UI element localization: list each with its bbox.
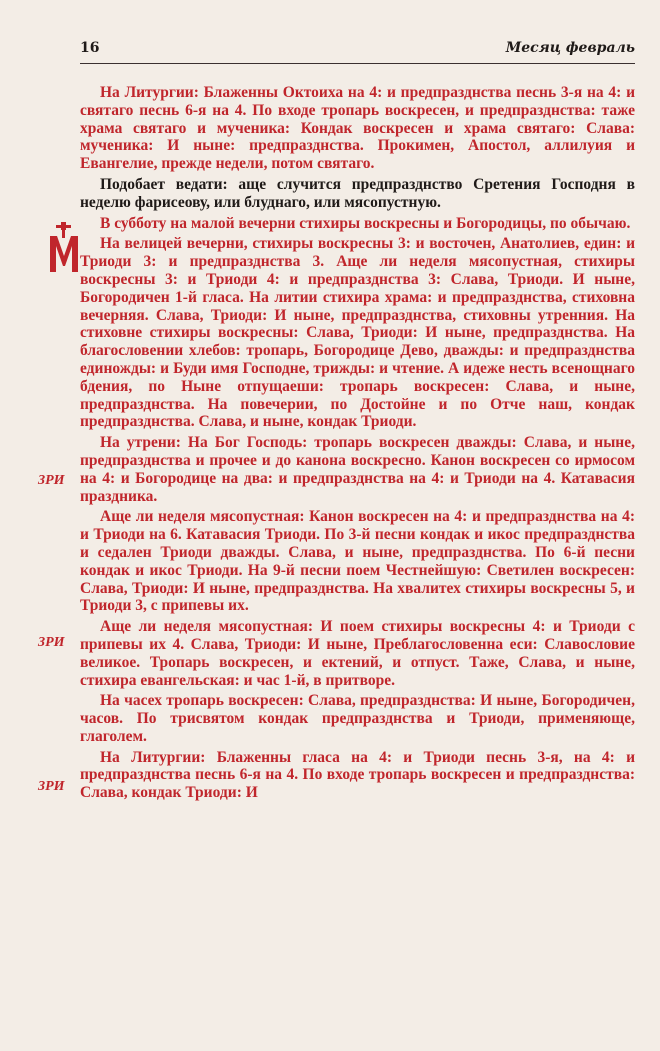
body-text: [80, 84, 635, 805]
paragraph-small-vespers: В субботу на малой вечерни стихиры воскресны и Богородицы, по обычаю.: [100, 214, 631, 232]
paragraph-liturgy-octoechos: На Литургии: Блаженны Октоиха на 4: и предпразднства песнь 3-я на 4: и святаго песнь 6-я на 4. По входе тропарь воскресен, и предпразднства: таже храма святаго и мученика: Кондак воскресен и храма святаго: Слава: мученика: И ныне: предпразднства. Прокимен, Апостол, аллилуия и Евангелие, прежде недели, потом святаго.: [80, 84, 635, 173]
running-head: Месяц февраль: [505, 40, 635, 56]
ornamental-initial-icon: [48, 222, 80, 274]
paragraph-matins: На утрени: На Бог Господь: тропарь воскресен дважды: Слава, и ныне, предпразднства и прочее и до канона воскресно. Канон воскресен со ирмосом на 4: и Богородице на два: и предпразднства на 4: и Триоди на 4. Катавасия праздника.: [80, 434, 635, 505]
paragraph-great-vespers: На велицей вечерни, стихиры воскресны 3: и восточен, Анатолиев, един: и Триоди 3: и предпразднства 3. Аще ли неделя мясопустная, стихиры воскресны 3: и Триоди 4: и предпразднства 3: Слава, Триоди. И ныне, Богородичен 1-й гласа. На литии стихира храма: и предпразднства, стиховна вечерняя. Слава, Триоди: И ныне, предпразднства, стиховны утренния. На стиховне стихиры воскресны: Слава, Триоди: И ныне, предпразднства. На благословении хлебов: тропарь, Богородице Дево, дважды: и предпразднства единожды: и Буди имя Господне, трижды: и чтение. А идеже несть всенощнаго бдения, по Ныне отпущаеши: тропарь воскресен: Слава, и ныне, предпразднства. На повечерии, по Достойне и по Отче наш, кондак предпразднства. Слава, и ныне, кондак Триоди.: [80, 235, 635, 431]
margin-note-zri: ЗРИ: [38, 779, 65, 794]
margin-note-zri: ЗРИ: [38, 635, 65, 650]
paragraph-meatfare-canon: Аще ли неделя мясопустная: Канон воскресен на 4: и предпразднства на 4: и Триоди на 6. Катавасия Триоди. По 3-й песни кондак и икос предпразднства и седален Триоди дважды. Слава, и ныне, предпразднства. По 6-й песни кондак и икос Триоди. На 9-й песни поем Честнейшую: Светилен воскресен: Слава, Триоди: И ныне, предпразднства. На хвалитех стихиры воскресны 5, и Триоди 3, с припевы их.: [80, 508, 635, 615]
paragraph-rubric-note: Подобает ведати: аще случится предпразднство Сретения Господня в неделю фарисеову, или блуднаго, или мясопустную.: [80, 175, 635, 211]
paragraph-meatfare-stichera: Аще ли неделя мясопустная: И поем стихиры воскресны 4: и Триоди с припевы их 4. Слава, Триоди: И ныне, Преблагословенна еси: Славословие великое. Тропарь воскресен, и ектений, и отпуст. Таже, Слава, и ныне, стихира евангельская: и час 1-й, в притворе.: [80, 618, 635, 689]
header-rule: [80, 63, 635, 64]
paragraph-liturgy-beatitudes: На Литургии: Блаженны гласа на 4: и Триоди песнь 3-я, на 4: и предпразднства песнь 6-я на 4. По входе тропарь воскресен и предпразднства: Слава, кондак Триоди: И: [80, 748, 635, 802]
margin-note-zri: ЗРИ: [38, 473, 65, 488]
paragraph-hours: На часех тропарь воскресен: Слава, предпразднства: И ныне, Богородичен, часов. По трисвятом кондак предпразднства и Триоди, применяюще, глаголем.: [80, 692, 635, 745]
page-number: 16: [80, 40, 100, 56]
